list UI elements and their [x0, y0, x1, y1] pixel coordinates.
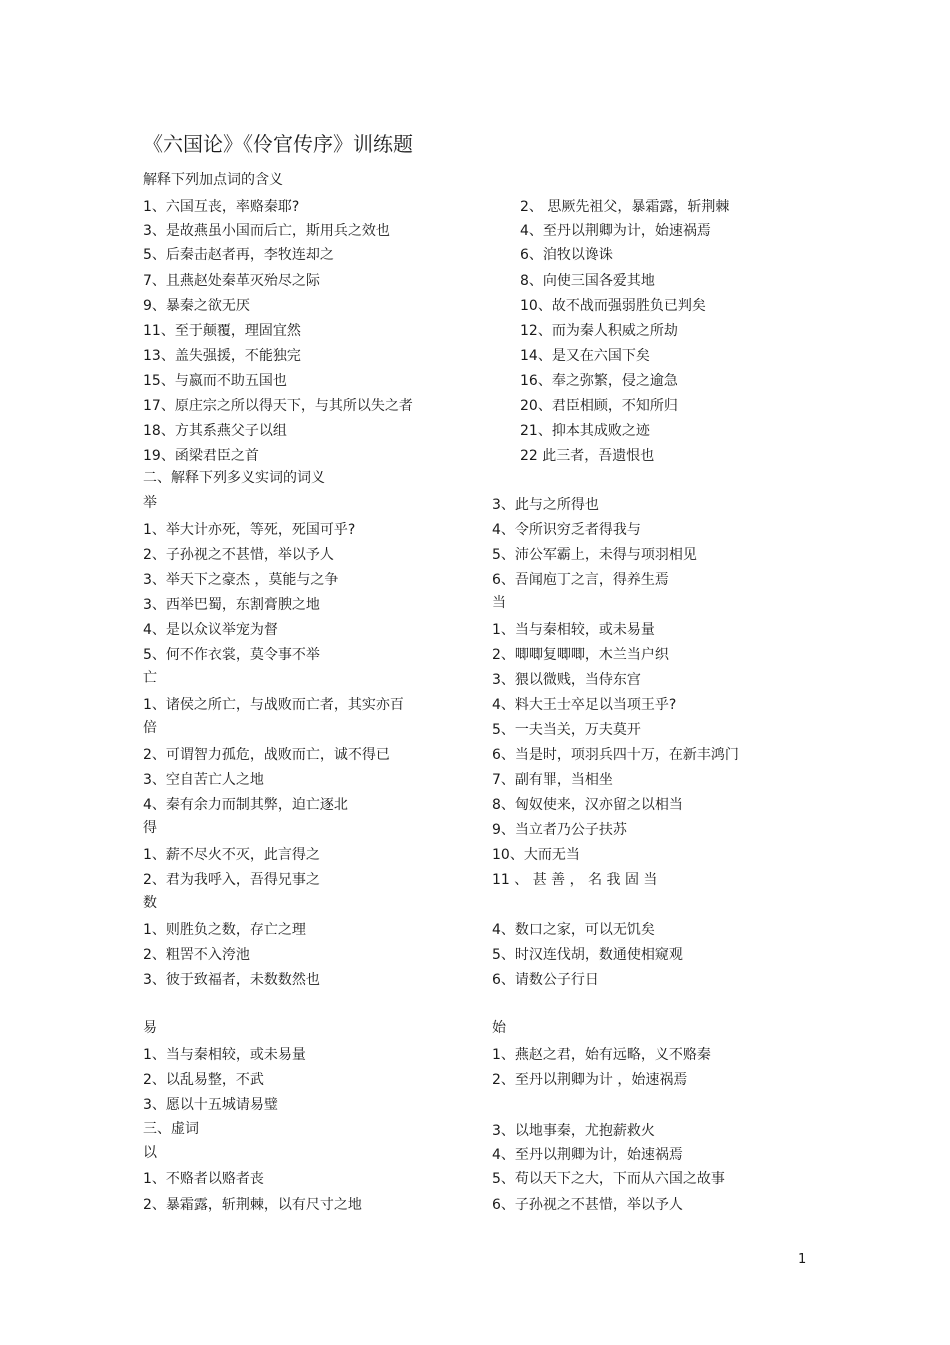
- list-item: 1、薪不尽火不灭，此言得之: [143, 847, 320, 863]
- list-item: 4、令所识穷乏者得我与: [492, 522, 641, 538]
- word-heading-de: 得: [143, 820, 157, 836]
- list-item: 6、请数公子行日: [492, 972, 599, 988]
- list-item: 10、大而无当: [492, 847, 580, 863]
- list-item: 7、副有罪，当相坐: [492, 772, 613, 788]
- item-7: 7、且燕赵处秦革灭殆尽之际: [143, 273, 320, 289]
- list-item: 3、空自苦亡人之地: [143, 772, 264, 788]
- item-21: 21、抑本其成败之迹: [520, 423, 650, 439]
- list-item: 1、不赂者以赂者丧: [143, 1171, 264, 1187]
- list-item: 4、料大王士卒足以当项王乎?: [492, 697, 677, 713]
- list-item: 2、以乱易整，不武: [143, 1072, 264, 1088]
- item-20: 20、君臣相顾，不知所归: [520, 398, 678, 414]
- word-heading-dang: 当: [492, 595, 506, 611]
- list-item: 2、可谓智力孤危，战败而亡，诚不得已: [143, 747, 390, 763]
- section-heading-1: 解释下列加点词的含义: [143, 172, 283, 188]
- list-item: 1、诸侯之所亡，与战败而亡者，其实亦百: [143, 697, 404, 713]
- item-3: 3、是故燕虽小国而后亡，斯用兵之效也: [143, 223, 390, 239]
- page-number: 1: [798, 1252, 807, 1267]
- list-item: 3、以地事秦，尤抱薪救火: [492, 1123, 655, 1139]
- item-5: 5、后秦击赵者再，李牧连却之: [143, 247, 334, 263]
- list-item: 1、则胜负之数，存亡之理: [143, 922, 306, 938]
- list-item: 5、苟以天下之大，下而从六国之故事: [492, 1171, 725, 1187]
- list-item: 6、子孙视之不甚惜，举以予人: [492, 1197, 683, 1213]
- list-item: 2、子孙视之不甚惜，举以予人: [143, 547, 334, 563]
- list-item: 3、愿以十五城请易璧: [143, 1097, 278, 1113]
- word-heading-yi: 易: [143, 1020, 157, 1036]
- item-1: 1、六国互丧，率赂秦耶?: [143, 199, 300, 215]
- list-item: 2、君为我呼入，吾得兄事之: [143, 872, 320, 888]
- list-item: 5、时汉连伐胡，数通使相窥观: [492, 947, 683, 963]
- word-heading-ju: 举: [143, 495, 157, 511]
- item-16: 16、奉之弥繁，侵之逾急: [520, 373, 678, 389]
- section-heading-3: 三、虚词: [143, 1121, 199, 1137]
- list-item: 4、至丹以荆卿为计，始速祸焉: [492, 1147, 683, 1163]
- list-item: 2、唧唧复唧唧，木兰当户织: [492, 647, 669, 663]
- page-title: 《六国论》《伶官传序》训练题: [143, 132, 413, 156]
- item-15: 15、与嬴而不助五国也: [143, 373, 287, 389]
- word-heading-shu: 数: [143, 895, 157, 911]
- list-item: 4、秦有余力而制其弊，迫亡逐北: [143, 797, 348, 813]
- list-item: 5、一夫当关，万夫莫开: [492, 722, 641, 738]
- list-item-continuation: 倍: [143, 720, 157, 736]
- list-item: 11 、 甚 善 ， 名 我 固 当: [492, 872, 658, 888]
- item-17: 17、原庄宗之所以得天下，与其所以失之者: [143, 398, 413, 414]
- list-item: 3、彼于致福者，未数数然也: [143, 972, 320, 988]
- list-item: 5、沛公军霸上，未得与项羽相见: [492, 547, 697, 563]
- list-item: 1、燕赵之君，始有远略，义不赂秦: [492, 1047, 711, 1063]
- item-6: 6、洎牧以谗诛: [520, 247, 613, 263]
- list-item: 3、此与之所得也: [492, 497, 599, 513]
- item-22: 22 此三者，吾遗恨也: [520, 448, 655, 464]
- list-item: 1、当与秦相较，或未易量: [492, 622, 655, 638]
- word-heading-wang: 亡: [143, 670, 157, 686]
- list-item: 3、举天下之豪杰 ，莫能与之争: [143, 572, 339, 588]
- list-item: 2、暴霜露，斩荆棘，以有尺寸之地: [143, 1197, 362, 1213]
- list-item: 6、吾闻庖丁之言，得养生焉: [492, 572, 669, 588]
- item-13: 13、盖失强援，不能独完: [143, 348, 301, 364]
- item-18: 18、方其系燕父子以组: [143, 423, 287, 439]
- list-item: 4、数口之家，可以无饥矣: [492, 922, 655, 938]
- list-item: 2、粗罟不入洿池: [143, 947, 250, 963]
- list-item: 1、当与秦相较，或未易量: [143, 1047, 306, 1063]
- item-2: 2、 思厥先祖父，暴霜露，斩荆棘: [520, 199, 730, 215]
- list-item: 4、是以众议举宠为督: [143, 622, 278, 638]
- list-item: 8、匈奴使来，汉亦留之以相当: [492, 797, 683, 813]
- item-12: 12、而为秦人积威之所劫: [520, 323, 678, 339]
- section-heading-2: 二、解释下列多义实词的词义: [143, 470, 325, 486]
- list-item: 5、何不作衣裳，莫令事不举: [143, 647, 320, 663]
- list-item: 3、猥以微贱，当侍东宫: [492, 672, 641, 688]
- word-heading-shi: 始: [492, 1020, 506, 1036]
- word-heading-yi3: 以: [143, 1145, 157, 1161]
- item-9: 9、暴秦之欲无厌: [143, 298, 250, 314]
- list-item: 3、西举巴蜀，东割膏腴之地: [143, 597, 320, 613]
- item-4: 4、至丹以荆卿为计，始速祸焉: [520, 223, 711, 239]
- item-8: 8、向使三国各爱其地: [520, 273, 655, 289]
- list-item: 6、当是时，项羽兵四十万，在新丰鸿门: [492, 747, 739, 763]
- list-item: 2、至丹以荆卿为计 ，始速祸焉: [492, 1072, 688, 1088]
- item-14: 14、是又在六国下矣: [520, 348, 650, 364]
- item-19: 19、函梁君臣之首: [143, 448, 259, 464]
- list-item: 9、当立者乃公子扶苏: [492, 822, 627, 838]
- item-10: 10、故不战而强弱胜负已判矣: [520, 298, 706, 314]
- list-item: 1、举大计亦死，等死，死国可乎?: [143, 522, 356, 538]
- item-11: 11、至于颠覆，理固宜然: [143, 323, 301, 339]
